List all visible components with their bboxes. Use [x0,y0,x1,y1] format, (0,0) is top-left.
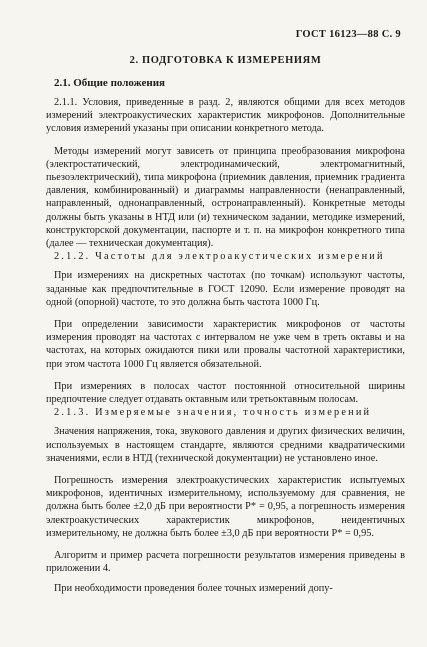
section-title: 2. ПОДГОТОВКА К ИЗМЕРЕНИЯМ [129,55,322,66]
paragraph-discrete-frequencies: При измерениях на дискретных частотах (по точкам) используют частоты, заданные как предпочтительные в ГОСТ 12090. Если измерение проводят на одной (опорной) частоте, то это должна быть частота 1000 Гц. [46,270,405,308]
paragraph-rms-values: Значения напряжения, тока, звукового давления и других физических величин, используемых в настоящем стандарте, являются средними квадратическими значениями, если в НТД (технической документации) не установлено иное. [46,426,405,464]
paragraph-precise-measurements: При необходимости проведения более точных измерений допу- [54,582,333,594]
paragraph-2-1-1: 2.1.1. Условия, приведенные в разд. 2, являются общими для всех методов измерений электроакустических характеристик микрофонов. Дополнительные условия измерений указаны при описании конкретного метода. [46,97,405,135]
paragraph-algorithm: Алгоритм и пример расчета погрешности результатов измерения приведены в приложении 4. [46,550,405,575]
paragraph-measurement-error: Погрешность измерения электроакустических характеристик испытуемых микрофонов, идентичных измерительному, используемому для сравнения, не должна быть более ±2,0 дБ при вероятности P* = 0,95, а погрешность измерения электроакустических характеристик микрофонов, неидентичных измерительному, не должна быть более ±3,0 дБ при вероятности P* = 0,95. [46,475,405,539]
paragraph-2-1-2-heading: 2.1.2. Частоты для электроакустических измерений [54,251,385,263]
paragraph-methods: Методы измерений могут зависеть от принципа преобразования микрофона (электростатический, электродинамический, электромагнитный, пьезоэлектрический), типа микрофона (приемник давления, приемник градиента давления, комбинированный) и диаграммы направленности (ненаправленный, направленный, однонаправленный, остронаправленный). Конкретные методы должны быть указаны в НТД или (и) техническом задании, методике измерений, конструкторской документации, паспорте и т. п. на микрофон конкретного типа (далее — техническая документация). [46,145,405,250]
paragraph-frequency-dependence: При определении зависимости характеристик микрофонов от частоты измерения проводят на частотах с интервалом не уже чем в треть октавы и на частотах, на которых ожидаются пики или провалы частотной характеристики, при этом частота 1000 Гц является обязательной. [46,319,405,370]
subsection-title: 2.1. Общие положения [54,77,165,89]
paragraph-frequency-bands: При измерениях в полосах частот постоянной относительной ширины предпочтение следует отдавать октавным или третьоктавным полосам. [46,380,405,406]
paragraph-2-1-3-heading: 2.1.3. Измеряемые значения, точность измерений [54,407,372,419]
page-header: ГОСТ 16123—88 С. 9 [295,29,401,40]
